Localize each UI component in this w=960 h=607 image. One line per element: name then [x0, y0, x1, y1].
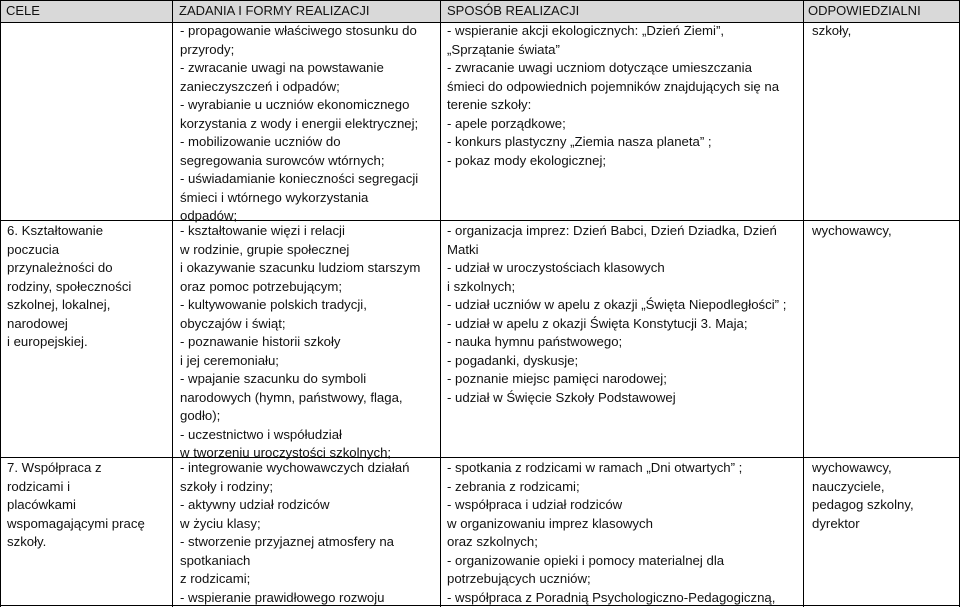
cell-line: - stworzenie przyjaznej atmosfery na: [180, 534, 395, 549]
cell-line: - organizacja imprez: Dzień Babci, Dzień Dziadka, Dzień: [447, 223, 777, 238]
cell-line: - poznawanie historii szkoły: [180, 334, 341, 349]
cell-line: - propagowanie właściwego stosunku do: [180, 23, 417, 38]
cell-line: - mobilizowanie uczniów do: [180, 134, 341, 149]
header-zadania: ZADANIA I FORMY REALIZACJI: [179, 3, 370, 18]
cell-line: - udział w Święcie Szkoły Podstawowej: [447, 389, 676, 405]
row3-zadania: [180, 459, 409, 607]
cell-line: szkoły,: [812, 23, 852, 38]
cell-line: przyrody;: [180, 41, 235, 57]
cell-line: w tworzeniu uroczystości szkolnych;: [180, 445, 392, 460]
cell-line: - apele porządkowe;: [447, 115, 566, 131]
cell-line: - uświadamianie konieczności segregacji: [180, 171, 419, 186]
cell-line: szkoły i rodziny;: [180, 478, 274, 494]
row3-cel: [7, 459, 145, 552]
cell-line: i okazywanie szacunku ludziom starszym: [180, 260, 421, 275]
header-cele: CELE: [6, 3, 40, 18]
row-divider: [0, 457, 960, 458]
cell-line: obyczajów i świąt;: [180, 315, 286, 331]
cell-line: wychowawcy,: [812, 460, 892, 475]
cell-line: dyrektor: [812, 515, 860, 531]
row2-odpowiedzialni: [812, 222, 892, 241]
cell-line: - nauka hymnu państwowego;: [447, 334, 623, 349]
cell-line: w rodzinie, grupie społecznej: [180, 241, 350, 257]
cell-line: i szkolnych;: [447, 278, 516, 294]
row1-zadania: [180, 22, 418, 226]
cell-line: śmieci do odpowiednich pojemników znajdujących się na: [447, 78, 780, 94]
cell-line: - kultywowanie polskich tradycji,: [180, 297, 367, 312]
cell-line: narodowej: [7, 315, 68, 331]
cell-line: odpadów;: [180, 208, 238, 223]
cell-line: - udział w uroczystościach klasowych: [447, 260, 665, 275]
cell-line: zanieczyszczeń i odpadów;: [180, 78, 340, 94]
cell-line: śmieci i wtórnego wykorzystania: [180, 189, 369, 205]
cell-line: - wyrabianie u uczniów ekonomicznego: [180, 97, 410, 112]
cell-line: szkolnej, lokalnej,: [7, 297, 111, 312]
cell-line: - pokaz mody ekologicznej;: [447, 152, 607, 168]
cell-line: oraz pomoc potrzebującym;: [180, 278, 342, 294]
row-divider: [0, 220, 960, 221]
cell-line: „Sprzątanie świata”: [447, 41, 560, 57]
cell-line: Matki: [447, 241, 479, 257]
row2-zadania: [180, 222, 420, 463]
cell-line: oraz szkolnych;: [447, 534, 538, 549]
cell-line: - konkurs plastyczny „Ziemia nasza planeta” ;: [447, 134, 712, 149]
row3-odpowiedzialni: [812, 459, 914, 533]
cell-line: - wspieranie akcji ekologicznych: „Dzień Ziemi”,: [447, 23, 725, 38]
cell-line: segregowania surowców wtórnych;: [180, 152, 385, 168]
row2-cel: [7, 222, 131, 352]
cell-line: - poznanie miejsc pamięci narodowej;: [447, 371, 667, 386]
cell-line: - zwracanie uwagi uczniom dotyczące umieszczania: [447, 60, 752, 75]
cell-line: - zwracanie uwagi na powstawanie: [180, 60, 384, 75]
cell-line: - kształtowanie więzi i relacji: [180, 223, 345, 238]
row2-sposob: [447, 222, 786, 407]
cell-line: nauczyciele,: [812, 478, 885, 494]
cell-line: terenie szkoły:: [447, 97, 532, 112]
cell-line: wspomagającymi pracę: [7, 515, 145, 531]
cell-line: - uczestnictwo i współudział: [180, 426, 342, 442]
cell-line: - udział w apelu z okazji Święta Konstytucji 3. Maja;: [447, 315, 748, 331]
header-sposob: SPOSÓB REALIZACJI: [447, 3, 580, 18]
column-divider: [172, 0, 173, 607]
cell-line: - organizowanie opieki i pomocy materialnej dla: [447, 552, 725, 568]
cell-line: - integrowanie wychowawczych działań: [180, 460, 410, 475]
cell-line: pedagog szkolny,: [812, 497, 914, 512]
cell-line: w życiu klasy;: [180, 515, 261, 531]
table-border-top: [0, 0, 960, 1]
cell-line: - zebrania z rodzicami;: [447, 478, 580, 494]
cell-line: - udział uczniów w apelu z okazji „Święta Niepodległości” ;: [447, 297, 787, 312]
cell-line: - wpajanie szacunku do symboli: [180, 371, 367, 386]
table-header: [0, 0, 960, 22]
cell-line: 7. Współpraca z: [7, 460, 102, 475]
column-divider: [0, 0, 1, 607]
cell-line: placówkami: [7, 497, 76, 512]
cell-line: szkoły.: [7, 534, 47, 549]
cell-line: i europejskiej.: [7, 334, 88, 349]
cell-line: godło);: [180, 408, 221, 423]
row3-sposob: [447, 459, 775, 607]
cell-line: 6. Kształtowanie: [7, 223, 104, 238]
cell-line: - spotkania z rodzicami w ramach „Dni otwartych” ;: [447, 460, 743, 475]
cell-line: potrzebujących uczniów;: [447, 571, 591, 586]
cell-line: wychowawcy,: [812, 223, 892, 238]
cell-line: rodziny, społeczności: [7, 278, 132, 294]
cell-line: narodowych (hymn, państwowy, flaga,: [180, 389, 403, 405]
header-odpowiedzialni: ODPOWIEDZIALNI: [808, 3, 921, 18]
cell-line: spotkaniach: [180, 552, 251, 568]
row1-odpowiedzialni: [812, 22, 851, 41]
column-divider: [440, 0, 441, 607]
cell-line: w organizowaniu imprez klasowych: [447, 515, 653, 531]
cell-line: z rodzicami;: [180, 571, 251, 586]
cell-line: - współpraca i udział rodziców: [447, 497, 623, 512]
cell-line: - wspieranie prawidłowego rozwoju: [180, 589, 385, 605]
cell-line: korzystania z wody i energii elektrycznej;: [180, 115, 419, 131]
cell-line: - współpraca z Poradnią Psychologiczno-Pedagogiczną,: [447, 589, 776, 605]
cell-line: i jej ceremoniału;: [180, 352, 279, 368]
row1-sposob: [447, 22, 779, 170]
column-divider: [803, 0, 804, 607]
cell-line: - aktywny udział rodziców: [180, 497, 330, 512]
cell-line: przynależności do: [7, 260, 113, 275]
cell-line: - pogadanki, dyskusje;: [447, 352, 579, 368]
cell-line: poczucia: [7, 241, 60, 257]
cell-line: rodzicami i: [7, 478, 71, 494]
